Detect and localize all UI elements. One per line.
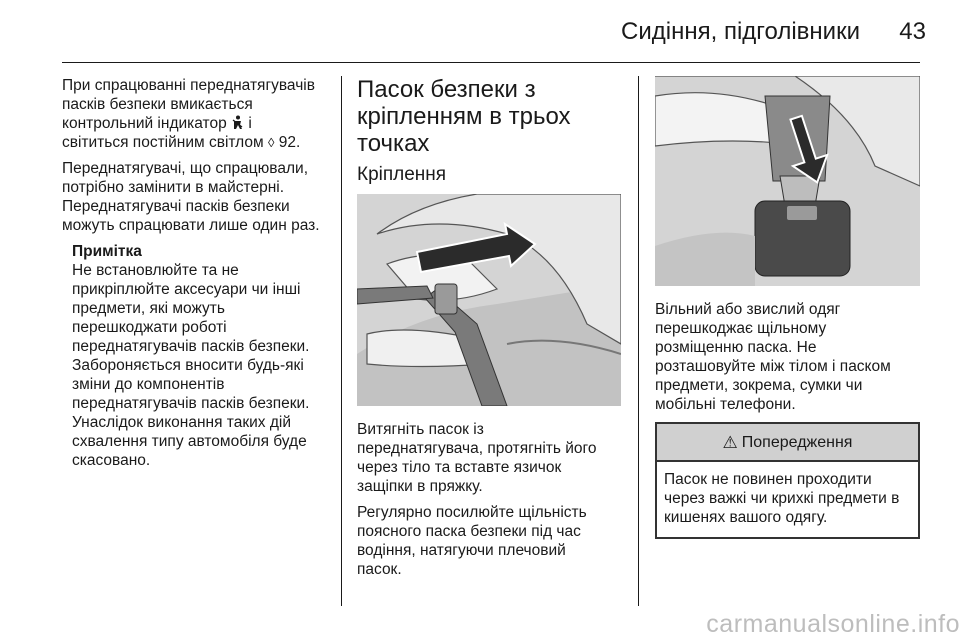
text-span: і світиться постійним світлом bbox=[62, 115, 264, 151]
text-span: При спрацюванні переднатягувачів пасків безпеки вмикається контрольний індикатор bbox=[62, 77, 315, 132]
warning-header bbox=[657, 424, 918, 462]
column-left bbox=[62, 76, 338, 470]
note-text: Не встановлюйте та не прикріплюйте аксесуари чи інші предмети, які можуть перешкоджати роботі переднатягувачів пасків безпеки. Забороняється вносити будь-які зміни до компонентів переднатягувачів пасків безпеки. Унаслідок виконання таких дій схвалення типу автомобіля буде скасовано. bbox=[72, 262, 310, 469]
tension-instruction-paragraph: Регулярно посилюйте щільність поясного паска безпеки під час водіння, натягуючи плечовий пасок. bbox=[357, 504, 587, 578]
warning-box bbox=[655, 422, 920, 539]
page-reference-link[interactable]: 92. bbox=[278, 134, 301, 151]
clothing-advice-paragraph: Вільний або звислий одяг перешкоджає щільному розміщенню паска. Не розташовуйте між тілом і паском предмети, зокрема, сумки чи мобільні телефони. bbox=[655, 301, 891, 413]
note-title: Примітка bbox=[72, 243, 142, 260]
fastening-instruction-paragraph: Витягніть пасок із переднатягувача, протягніть його через тіло та вставте язичок защіпки в пряжку. bbox=[357, 421, 597, 495]
column-right bbox=[655, 76, 920, 539]
warning-text: Пасок не повинен проходити через важкі чи крихкі предмети в кишенях вашого одягу. bbox=[664, 471, 900, 526]
column-divider-2 bbox=[638, 76, 639, 606]
buckle-illustration bbox=[655, 76, 920, 286]
page-number: 43 bbox=[899, 18, 926, 45]
header-rule bbox=[62, 62, 920, 63]
column-middle bbox=[357, 76, 629, 586]
column-divider-1 bbox=[341, 76, 342, 606]
section-title: Пасок безпеки з кріпленням в трьох точках bbox=[357, 76, 571, 157]
pretensioner-indicator-paragraph bbox=[62, 76, 338, 152]
note-block bbox=[72, 242, 338, 470]
watermark: carmanualsonline.info bbox=[706, 610, 960, 638]
page-header-title: Сидіння, підголівники bbox=[621, 18, 860, 45]
page-reference-icon: ◊ bbox=[267, 135, 275, 150]
subsection-title: Кріплення bbox=[357, 164, 447, 185]
warning-title: Попередження bbox=[741, 433, 853, 451]
seatbelt-person-icon bbox=[231, 115, 244, 132]
pretensioner-replace-paragraph: Переднатягувачі, що спрацювали, потрібно замінити в майстерні. Переднатягувачі пасків безпеки можуть спрацювати лише один раз. bbox=[62, 160, 320, 234]
warning-triangle-icon: ⚠ bbox=[722, 432, 738, 452]
seatbelt-fastening-illustration bbox=[357, 194, 621, 406]
